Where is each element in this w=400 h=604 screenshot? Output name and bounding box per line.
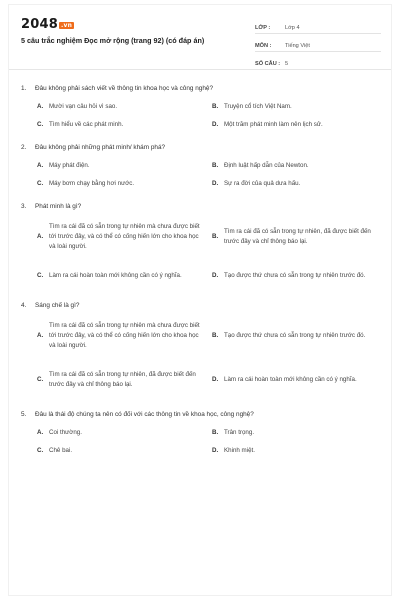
option-text: Trân trọng.: [224, 429, 255, 436]
answer-option-c[interactable]: [37, 120, 206, 130]
answer-option-a[interactable]: [37, 319, 206, 353]
question-list: [21, 83, 381, 468]
answer-option-a[interactable]: [37, 428, 206, 438]
meta-label: SỐ CÂU :: [255, 61, 281, 67]
answer-options: [21, 161, 381, 189]
answer-option-a[interactable]: [37, 220, 206, 254]
option-key: A.: [37, 332, 44, 339]
worksheet-title: 5 câu trắc nghiệm Đọc mở rộng (trang 92) (có đáp án): [21, 36, 205, 45]
question-3: [21, 201, 381, 288]
answer-options: [21, 428, 381, 456]
question-number: 2.: [21, 144, 27, 151]
question-5: [21, 409, 381, 456]
answer-option-d[interactable]: [212, 363, 381, 397]
site-logo[interactable]: [21, 17, 74, 32]
option-key: A.: [37, 162, 44, 169]
option-text: Coi thường.: [49, 429, 82, 436]
option-key: C.: [37, 272, 44, 279]
answer-option-b[interactable]: [212, 220, 381, 254]
option-key: B.: [212, 332, 219, 339]
option-key: C.: [37, 376, 44, 383]
meta-label: LỚP :: [255, 25, 271, 31]
answer-option-d[interactable]: [212, 264, 381, 288]
worksheet-page: [8, 4, 392, 596]
option-text: Làm ra cái hoàn toàn mới không cần có ý nghĩa.: [49, 272, 182, 279]
option-key: B.: [212, 233, 219, 240]
header-divider: [9, 69, 391, 70]
option-text: Tạo được thứ chưa có sẵn trong tự nhiên trước đó.: [224, 272, 366, 279]
answer-option-b[interactable]: [212, 319, 381, 353]
answer-option-d[interactable]: [212, 446, 381, 456]
question-number: 4.: [21, 302, 27, 309]
meta-value: Tiếng Việt: [285, 43, 310, 49]
option-key: B.: [212, 429, 219, 436]
answer-option-b[interactable]: [212, 161, 381, 171]
option-key: D.: [212, 180, 219, 187]
question-text: Đâu là thái độ chúng ta nên có đối với các thông tin về khoa học, công nghệ?: [35, 411, 254, 418]
option-text: Truyện cổ tích Việt Nam.: [224, 103, 292, 110]
option-key: C.: [37, 447, 44, 454]
answer-options: [21, 102, 381, 130]
meta-value: 5: [285, 61, 289, 67]
answer-option-d[interactable]: [212, 179, 381, 189]
answer-option-a[interactable]: [37, 161, 206, 171]
option-text: Làm ra cái hoàn toàn mới không cần có ý nghĩa.: [224, 376, 357, 383]
meta-row-count: [255, 54, 381, 70]
question-stem: [21, 142, 381, 153]
answer-option-d[interactable]: [212, 120, 381, 130]
question-number: 1.: [21, 85, 27, 92]
option-key: C.: [37, 121, 44, 128]
option-key: D.: [212, 272, 219, 279]
logo-suffix: .vn: [60, 22, 73, 29]
question-stem: [21, 409, 381, 420]
question-stem: [21, 201, 381, 212]
question-1: [21, 83, 381, 130]
meta-value: Lớp 4: [285, 25, 300, 31]
option-key: D.: [212, 376, 219, 383]
option-text: Máy phát điện.: [49, 162, 90, 169]
option-text: Tìm ra cái đã có sẵn trong tự nhiên, đã được biết đến trước đây và chỉ thông báo lại.: [224, 228, 371, 245]
option-key: B.: [212, 103, 219, 110]
answer-option-c[interactable]: [37, 179, 206, 189]
option-text: Một trăm phát minh làm nên lịch sử.: [224, 121, 323, 128]
answer-option-b[interactable]: [212, 102, 381, 112]
answer-option-c[interactable]: [37, 446, 206, 456]
meta-row-class: [255, 18, 381, 34]
question-text: Đâu không phải những phát minh/ khám phá?: [35, 144, 166, 151]
worksheet-header: [9, 5, 391, 65]
question-text: Sáng chế là gì?: [35, 302, 80, 309]
answer-option-c[interactable]: [37, 264, 206, 288]
option-text: Tìm ra cái đã có sẵn trong tự nhiên, đã được biết đến trước đây và chỉ thông báo lại.: [49, 371, 196, 388]
answer-options: [21, 319, 381, 397]
option-key: D.: [212, 447, 219, 454]
option-text: Sự ra đời của quả dưa hấu.: [224, 180, 301, 187]
question-4: [21, 300, 381, 397]
option-key: B.: [212, 162, 219, 169]
question-2: [21, 142, 381, 189]
option-text: Khinh miệt.: [224, 447, 255, 454]
question-text: Đâu không phải sách viết về thông tin khoa học và công nghệ?: [35, 85, 213, 92]
option-text: Mười vạn câu hỏi vì sao.: [49, 103, 118, 110]
option-key: A.: [37, 103, 44, 110]
question-stem: [21, 300, 381, 311]
meta-label: MÔN :: [255, 43, 272, 49]
option-text: Chê bai.: [49, 447, 73, 454]
option-text: Tìm ra cái đã có sẵn trong tự nhiên mà chưa được biết tới trước đây, và có thể có cống hiến lớn cho khoa học và loài người.: [49, 223, 200, 250]
question-text: Phát minh là gì?: [35, 203, 82, 210]
option-text: Máy bơm chạy bằng hơi nước.: [49, 180, 135, 187]
answer-option-c[interactable]: [37, 363, 206, 397]
worksheet-meta: [255, 18, 381, 70]
option-text: Tìm ra cái đã có sẵn trong tự nhiên mà chưa được biết tới trước đây, và có thể có cống hiến lớn cho khoa học và loài người.: [49, 322, 200, 349]
option-key: A.: [37, 233, 44, 240]
question-number: 5.: [21, 411, 27, 418]
answer-options: [21, 220, 381, 288]
option-text: Tạo được thứ chưa có sẵn trong tự nhiên trước đó.: [224, 332, 366, 339]
answer-option-a[interactable]: [37, 102, 206, 112]
option-key: C.: [37, 180, 44, 187]
meta-row-subject: [255, 36, 381, 52]
option-key: D.: [212, 121, 219, 128]
answer-option-b[interactable]: [212, 428, 381, 438]
option-text: Tìm hiểu về các phát minh.: [49, 121, 124, 128]
option-key: A.: [37, 429, 44, 436]
question-stem: [21, 83, 381, 94]
option-text: Định luật hấp dẫn của Newton.: [224, 162, 309, 169]
question-number: 3.: [21, 203, 27, 210]
logo-number: 2048: [21, 17, 58, 32]
